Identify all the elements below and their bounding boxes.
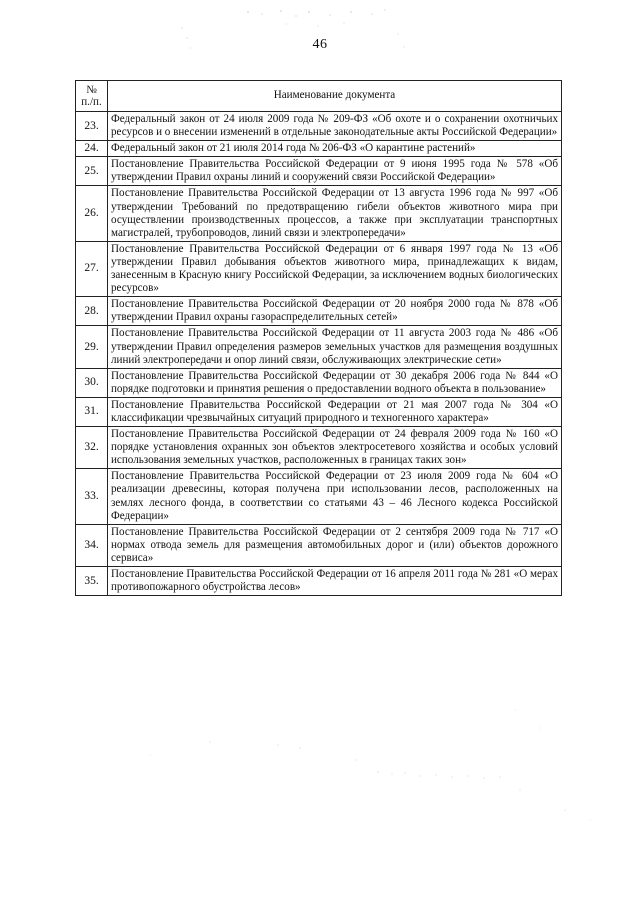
table-row [76,326,562,368]
document-name: Постановление Правительства Российской Федерации от 20 ноября 2000 года № 878 «Об утверждении Правил охраны газораспределительных сетей» [108,297,562,326]
row-number: 35. [76,567,108,596]
row-number: 23. [76,112,108,141]
table-row [76,427,562,469]
document-name: Постановление Правительства Российской Федерации от 21 мая 2007 года № 304 «О классификации чрезвычайных ситуаций природного и техногенного характера» [108,397,562,426]
table-row [76,567,562,596]
document-name: Постановление Правительства Российской Федерации от 6 января 1997 года № 13 «Об утверждении Правил добывания объектов животного мира, принадлежащих к видам, занесенным в Красную книгу Российской Федерации, за исключением водных биологических ресурсов» [108,241,562,296]
row-number: 27. [76,241,108,296]
table-row [76,297,562,326]
row-number: 28. [76,297,108,326]
row-number: 31. [76,397,108,426]
documents-table [75,80,562,596]
row-number: 26. [76,186,108,241]
column-header-number-abbr: п./п. [81,96,102,108]
document-name: Постановление Правительства Российской Федерации от 9 июня 1995 года № 578 «Об утверждении Правил охраны линий и сооружений связи Российской Федерации» [108,157,562,186]
table-row [76,368,562,397]
table-row [76,157,562,186]
row-number: 30. [76,368,108,397]
row-number: 33. [76,469,108,524]
document-name: Постановление Правительства Российской Федерации от 30 декабря 2006 года № 844 «О порядке подготовки и принятия решения о предоставлении водного объекта в пользование» [108,368,562,397]
document-name: Постановление Правительства Российской Федерации от 16 апреля 2011 года № 281 «О мерах противопожарного обустройства лесов» [108,567,562,596]
document-name: Постановление Правительства Российской Федерации от 11 августа 2003 года № 486 «Об утверждении Правил определения размеров земельных участков для размещения воздушных линий электропередачи и опор линий связи, обслуживающих электрические сети» [108,326,562,368]
row-number: 25. [76,157,108,186]
document-name: Постановление Правительства Российской Федерации от 23 июля 2009 года № 604 «О реализации древесины, которая получена при использовании лесов, расположенных на землях лесного фонда, в соответствии со статьями 43 – 46 Лесного кодекса Российской Федерации» [108,469,562,524]
column-header-number [76,81,108,112]
page-number: 46 [312,37,328,52]
table-row [76,186,562,241]
column-header-name: Наименование документа [108,81,562,112]
document-name: Постановление Правительства Российской Федерации от 2 сентября 2009 года № 717 «О нормах отвода земель для размещения автомобильных дорог и (или) объектов дорожного сервиса» [108,524,562,566]
table-row [76,397,562,426]
document-name: Постановление Правительства Российской Федерации от 13 августа 1996 года № 997 «Об утверждении Требований по предотвращению гибели объектов животного мира при осуществлении производственных процессов, а также при эксплуатации транспортных магистралей, трубопроводов, линий связи и электропередачи» [108,186,562,241]
document-name: Федеральный закон от 21 июля 2014 года № 206-ФЗ «О карантине растений» [108,141,562,157]
row-number: 29. [76,326,108,368]
table-header-row [76,81,562,112]
table-row [76,112,562,141]
row-number: 32. [76,427,108,469]
table-row [76,524,562,566]
row-number: 34. [76,524,108,566]
row-number: 24. [76,141,108,157]
document-name: Постановление Правительства Российской Федерации от 24 февраля 2009 года № 160 «О порядке установления охранных зон объектов электросетевого хозяйства и особых условий использования земельных участков, расположенных в границах таких зон» [108,427,562,469]
table-row [76,469,562,524]
table-row [76,241,562,296]
table-row [76,141,562,157]
column-header-number-symbol: № [86,84,97,96]
document-name: Федеральный закон от 24 июля 2009 года № 209-ФЗ «Об охоте и о сохранении охотничьих ресурсов и о внесении изменений в отдельные законодательные акты Российской Федерации» [108,112,562,141]
